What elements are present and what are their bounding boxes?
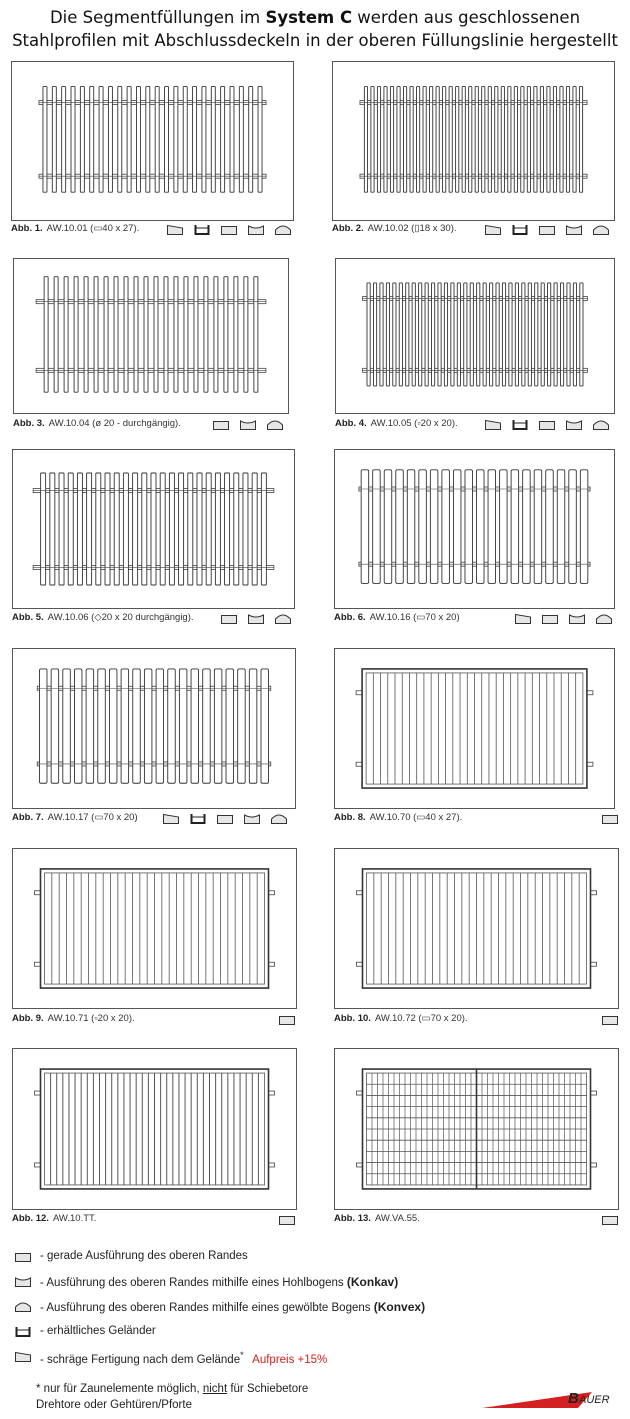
page-header — [0, 6, 630, 52]
flat-top-icon — [212, 418, 230, 436]
figure-number: Abb. 10. — [334, 1013, 371, 1024]
convex-top-icon — [266, 418, 284, 436]
figure-number: Abb. 4. — [335, 418, 367, 429]
rail-top-icon — [511, 223, 529, 241]
figure-number: Abb. 5. — [12, 612, 44, 623]
figure-number: Abb. 2. — [332, 223, 364, 234]
flat-top-icon — [220, 223, 238, 241]
flat-top-icon — [541, 612, 559, 630]
figure-caption — [13, 418, 181, 429]
figure-caption — [334, 612, 460, 623]
svg-text:AUER: AUER — [579, 1394, 610, 1406]
fence-drawing-1 — [11, 61, 294, 221]
concave-top-icon — [243, 812, 261, 830]
figure-caption — [334, 1013, 468, 1024]
flat-top-icon — [601, 1213, 619, 1231]
figure-code: AW.10.72 (▭70 x 20). — [374, 1013, 468, 1024]
slope-top-icon — [484, 223, 502, 241]
figure-code: AW.10.01 (▭40 x 27). — [46, 223, 140, 234]
slope-top-icon — [162, 812, 180, 830]
flat-top-icon — [220, 612, 238, 630]
slope-top-icon — [166, 223, 184, 241]
flat-top-icon — [216, 812, 234, 830]
figure-caption — [11, 223, 139, 234]
figure-code: AW.10.04 (ø 20 - durchgängig). — [48, 418, 181, 429]
convex-top-icon — [274, 223, 292, 241]
footnote: * nur für Zaunelemente möglich, nicht für Schiebetore Drehtore oder Gehtüren/Pforte — [36, 1383, 309, 1411]
figure-code: AW.10.06 (◇20 x 20 durchgängig). — [47, 612, 194, 623]
rail-top-icon — [193, 223, 211, 241]
slope-top-icon — [514, 612, 532, 630]
concave-legend-icon — [14, 1276, 32, 1291]
figure-number: Abb. 12. — [12, 1213, 49, 1224]
figure-number: Abb. 8. — [334, 812, 366, 823]
flat-legend-icon — [14, 1251, 32, 1266]
figure-number: Abb. 6. — [334, 612, 366, 623]
bauer-logo — [482, 1386, 616, 1410]
figure-code: AW.10.16 (▭70 x 20) — [369, 612, 460, 623]
figure-code: AW.10.17 (▭70 x 20) — [47, 812, 138, 823]
convex-top-icon — [592, 223, 610, 241]
fence-drawing-3 — [13, 258, 289, 414]
flat-top-icon — [538, 223, 556, 241]
flat-top-icon — [278, 1213, 296, 1231]
concave-top-icon — [247, 612, 265, 630]
convex-top-icon — [274, 612, 292, 630]
surcharge-note: Aufpreis +15% — [249, 1353, 328, 1366]
fence-drawing-10 — [334, 848, 619, 1009]
figure-number: Abb. 1. — [11, 223, 43, 234]
fence-drawing-5 — [12, 449, 295, 609]
figure-caption — [12, 1013, 135, 1024]
figure-code: AW.10.TT. — [52, 1213, 97, 1224]
figure-code: AW.10.70 (▭40 x 27). — [369, 812, 463, 823]
convex-legend-icon — [14, 1301, 32, 1316]
fence-drawing-6 — [334, 449, 615, 609]
svg-text:B: B — [568, 1390, 579, 1407]
figure-caption — [335, 418, 458, 429]
fence-drawing-9 — [12, 848, 297, 1009]
figure-code: AW.10.02 (▯18 x 30). — [367, 223, 457, 234]
rail-top-icon — [189, 812, 207, 830]
rail-legend-icon — [14, 1326, 32, 1341]
fence-drawing-4 — [335, 258, 615, 414]
concave-top-icon — [565, 223, 583, 241]
figure-caption — [12, 612, 194, 623]
figure-number: Abb. 7. — [12, 812, 44, 823]
flat-top-icon — [538, 418, 556, 436]
figure-code: AW.10.05 (▫20 x 20). — [370, 418, 458, 429]
fence-drawing-7 — [12, 648, 296, 809]
fence-drawing-8 — [334, 648, 615, 809]
figure-caption — [12, 1213, 96, 1224]
figure-number: Abb. 13. — [334, 1213, 371, 1224]
header-line-2: Stahlprofilen mit Abschlussdeckeln in der oberen Füllungslinie hergestellt — [12, 31, 618, 50]
figure-number: Abb. 3. — [13, 418, 45, 429]
flat-top-icon — [601, 1013, 619, 1031]
figure-caption — [334, 812, 462, 823]
rail-top-icon — [511, 418, 529, 436]
fence-drawing-11 — [12, 1048, 297, 1210]
fence-drawing-2 — [332, 61, 615, 221]
concave-top-icon — [565, 418, 583, 436]
header-line-1: Die Segmentfüllungen im System C werden aus geschlossenen — [49, 8, 581, 27]
figure-caption — [12, 812, 138, 823]
flat-top-icon — [601, 812, 619, 830]
figure-caption — [334, 1213, 420, 1224]
flat-top-icon — [278, 1013, 296, 1031]
concave-top-icon — [239, 418, 257, 436]
concave-top-icon — [247, 223, 265, 241]
slope-top-icon — [484, 418, 502, 436]
slope-legend-icon — [14, 1351, 32, 1366]
convex-top-icon — [270, 812, 288, 830]
convex-top-icon — [595, 612, 613, 630]
fence-drawing-12 — [334, 1048, 619, 1210]
convex-top-icon — [592, 418, 610, 436]
figure-code: AW.10.71 (▫20 x 20). — [47, 1013, 135, 1024]
figure-number: Abb. 9. — [12, 1013, 44, 1024]
figure-caption — [332, 223, 457, 234]
figure-code: AW.VA.55. — [374, 1213, 420, 1224]
concave-top-icon — [568, 612, 586, 630]
